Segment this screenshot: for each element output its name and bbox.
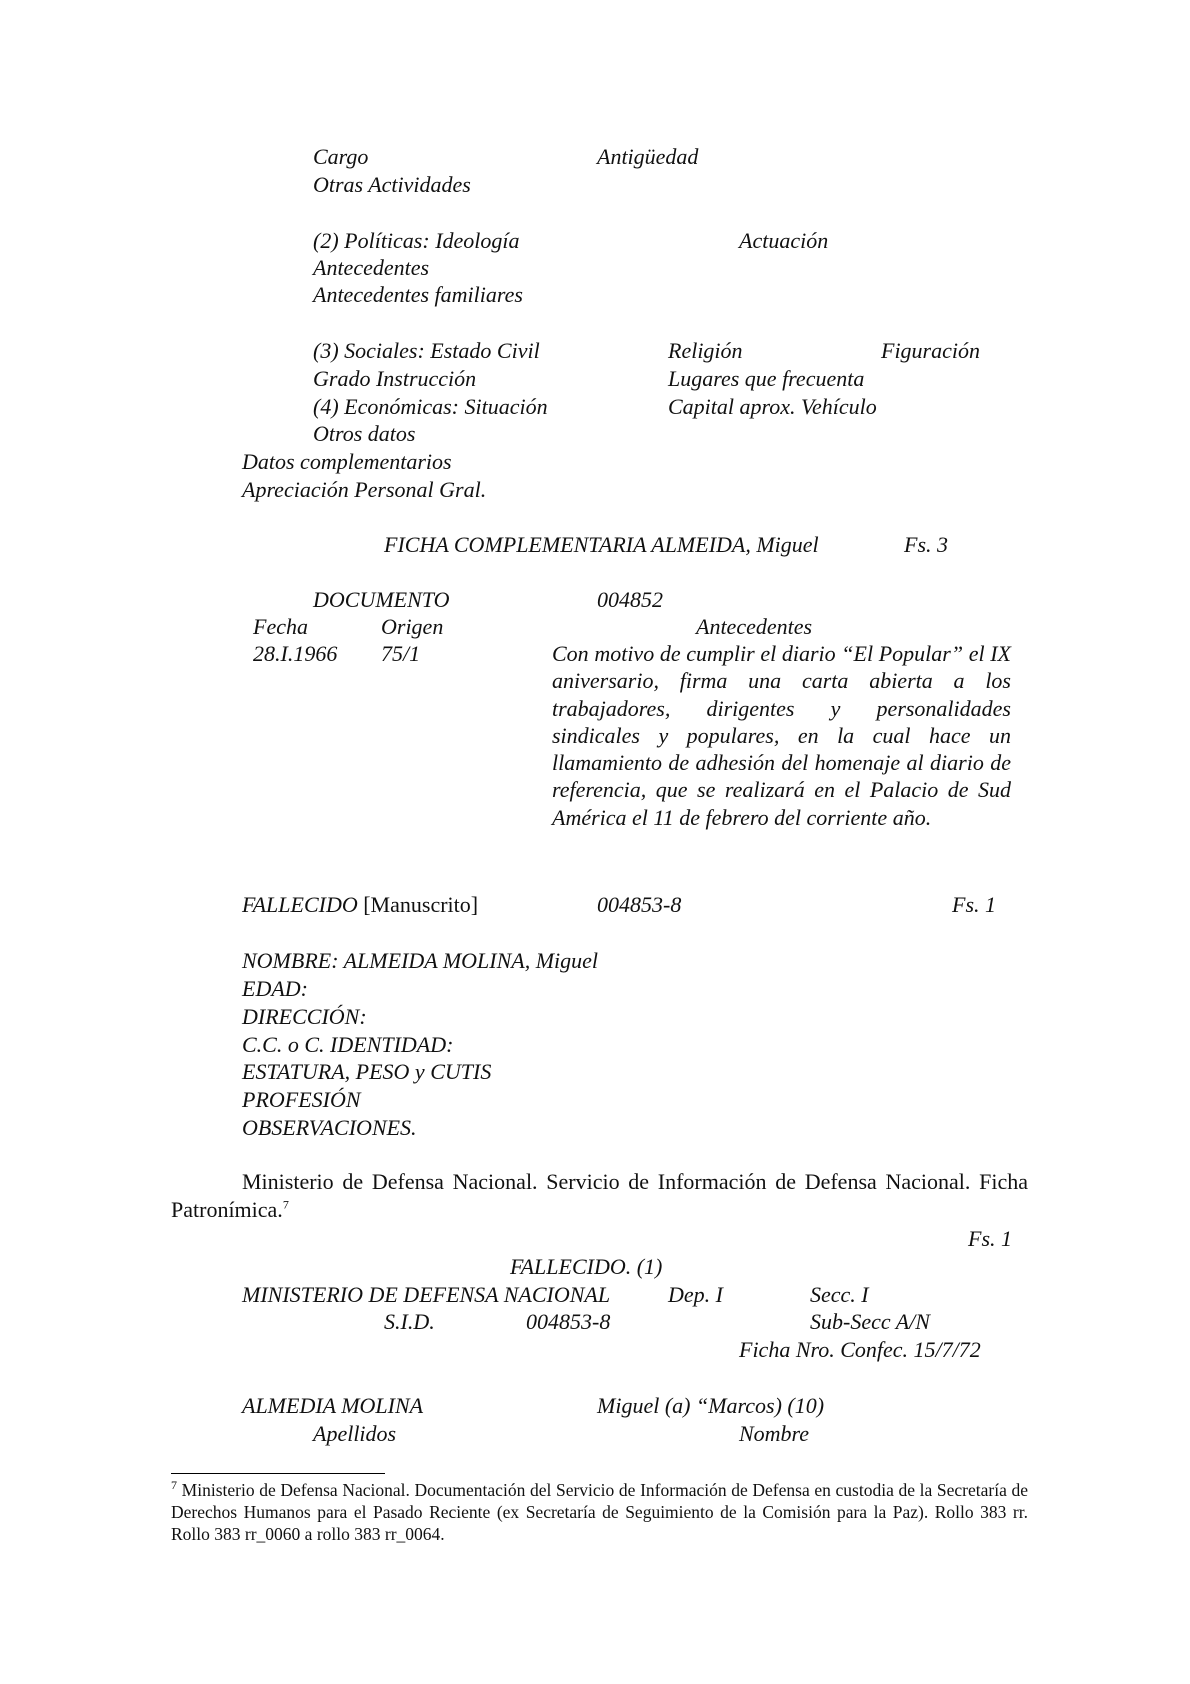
- field-profesion: PROFESIÓN: [242, 1087, 361, 1112]
- field-antiguedad: Antigüedad: [597, 144, 699, 169]
- documento-label: DOCUMENTO: [313, 587, 450, 612]
- column-header-fecha: Fecha: [253, 614, 308, 639]
- patronimica-sid: S.I.D.: [384, 1309, 435, 1334]
- footnote-separator: [171, 1473, 385, 1474]
- field-observaciones: OBSERVACIONES.: [242, 1115, 417, 1140]
- field-sociales-estado-civil: (3) Sociales: Estado Civil: [313, 338, 540, 363]
- footnote-reference[interactable]: 7: [282, 1197, 289, 1212]
- field-cargo: Cargo: [313, 144, 369, 169]
- field-otros-datos: Otros datos: [313, 421, 416, 446]
- patronimica-fallecido: FALLECIDO. (1): [510, 1254, 663, 1279]
- patronimica-folio: Fs. 1: [968, 1226, 1012, 1251]
- footnote-number: 7: [171, 1478, 177, 1493]
- field-figuracion: Figuración: [881, 338, 980, 363]
- ficha-complementaria-folio: Fs. 3: [904, 532, 948, 557]
- field-datos-complementarios: Datos complementarios: [242, 449, 452, 474]
- row-antecedente-texto: Con motivo de cumplir el diario “El Popular” el IX aniversario, firma una carta abierta a los trabajadores, dirigentes y personalidades sindicales y populares, en la cual hace un llamamiento de adhesión del homenaje al diario de referencia, que se realizará en el Palacio de Sud América el 11 de febrero del corriente año.: [552, 641, 1011, 830]
- field-actuacion: Actuación: [739, 228, 829, 253]
- field-capital-vehiculo: Capital aprox. Vehículo: [668, 394, 877, 419]
- patronimica-secc: Secc. I: [810, 1282, 869, 1307]
- fallecido-folio: Fs. 1: [952, 892, 996, 917]
- patronimica-dep: Dep. I: [668, 1282, 723, 1307]
- field-apreciacion: Apreciación Personal Gral.: [242, 477, 487, 502]
- fallecido-numero: 004853-8: [597, 892, 682, 917]
- field-identidad: C.C. o C. IDENTIDAD:: [242, 1032, 454, 1057]
- patronimica-subsecc: Sub-Secc A/N: [810, 1309, 930, 1334]
- field-nombre: NOMBRE: ALMEIDA MOLINA, Miguel: [242, 948, 599, 973]
- field-religion: Religión: [668, 338, 743, 363]
- fallecido-label: FALLECIDO: [242, 892, 358, 917]
- column-header-origen: Origen: [381, 614, 444, 639]
- patronimica-ministerio: MINISTERIO DE DEFENSA NACIONAL: [242, 1282, 611, 1307]
- patronimica-numero: 004853-8: [526, 1309, 611, 1334]
- column-header-antecedentes: Antecedentes: [696, 614, 813, 639]
- ficha-complementaria-heading: FICHA COMPLEMENTARIA ALMEIDA, Miguel: [384, 532, 819, 557]
- documento-numero: 004852: [597, 587, 663, 612]
- manuscrito-note: [Manuscrito]: [363, 892, 479, 917]
- field-grado-instruccion: Grado Instrucción: [313, 366, 477, 391]
- paragraph-text: Ministerio de Defensa Nacional. Servicio de Información de Defensa Nacional. Ficha Patronímica.: [171, 1169, 1028, 1222]
- row-origen: 75/1: [381, 641, 421, 666]
- apellidos-value: ALMEDIA MOLINA: [242, 1393, 424, 1418]
- field-direccion: DIRECCIÓN:: [242, 1004, 367, 1029]
- field-antecedentes: Antecedentes: [313, 255, 430, 280]
- row-fecha: 28.I.1966: [253, 641, 338, 666]
- footnote: [171, 1479, 1028, 1545]
- fallecido-line: [242, 891, 478, 918]
- field-estatura: ESTATURA, PESO y CUTIS: [242, 1059, 492, 1084]
- footnote-text: Ministerio de Defensa Nacional. Documentación del Servicio de Información de Defensa en custodia de la Secretaría de Derechos Humanos para el Pasado Reciente (ex Secretaría de Seguimiento de la Comisión para la Paz). Rollo 383 rr. Rollo 383 rr_0060 a rollo 383 rr_0064.: [171, 1480, 1029, 1544]
- patronimica-ficha-nro: Ficha Nro. Confec. 15/7/72: [739, 1337, 981, 1362]
- nombre-value: Miguel (a) “Marcos) (10): [597, 1393, 825, 1418]
- field-edad: EDAD:: [242, 976, 308, 1001]
- field-economicas-situacion: (4) Económicas: Situación: [313, 394, 548, 419]
- field-antecedentes-familiares: Antecedentes familiares: [313, 282, 523, 307]
- field-lugares-frecuenta: Lugares que frecuenta: [668, 366, 865, 391]
- field-politicas-ideologia: (2) Políticas: Ideología: [313, 228, 520, 253]
- field-otras-actividades: Otras Actividades: [313, 172, 471, 197]
- nombre-label: Nombre: [739, 1421, 810, 1446]
- apellidos-label: Apellidos: [313, 1421, 397, 1446]
- body-paragraph: [171, 1168, 1028, 1224]
